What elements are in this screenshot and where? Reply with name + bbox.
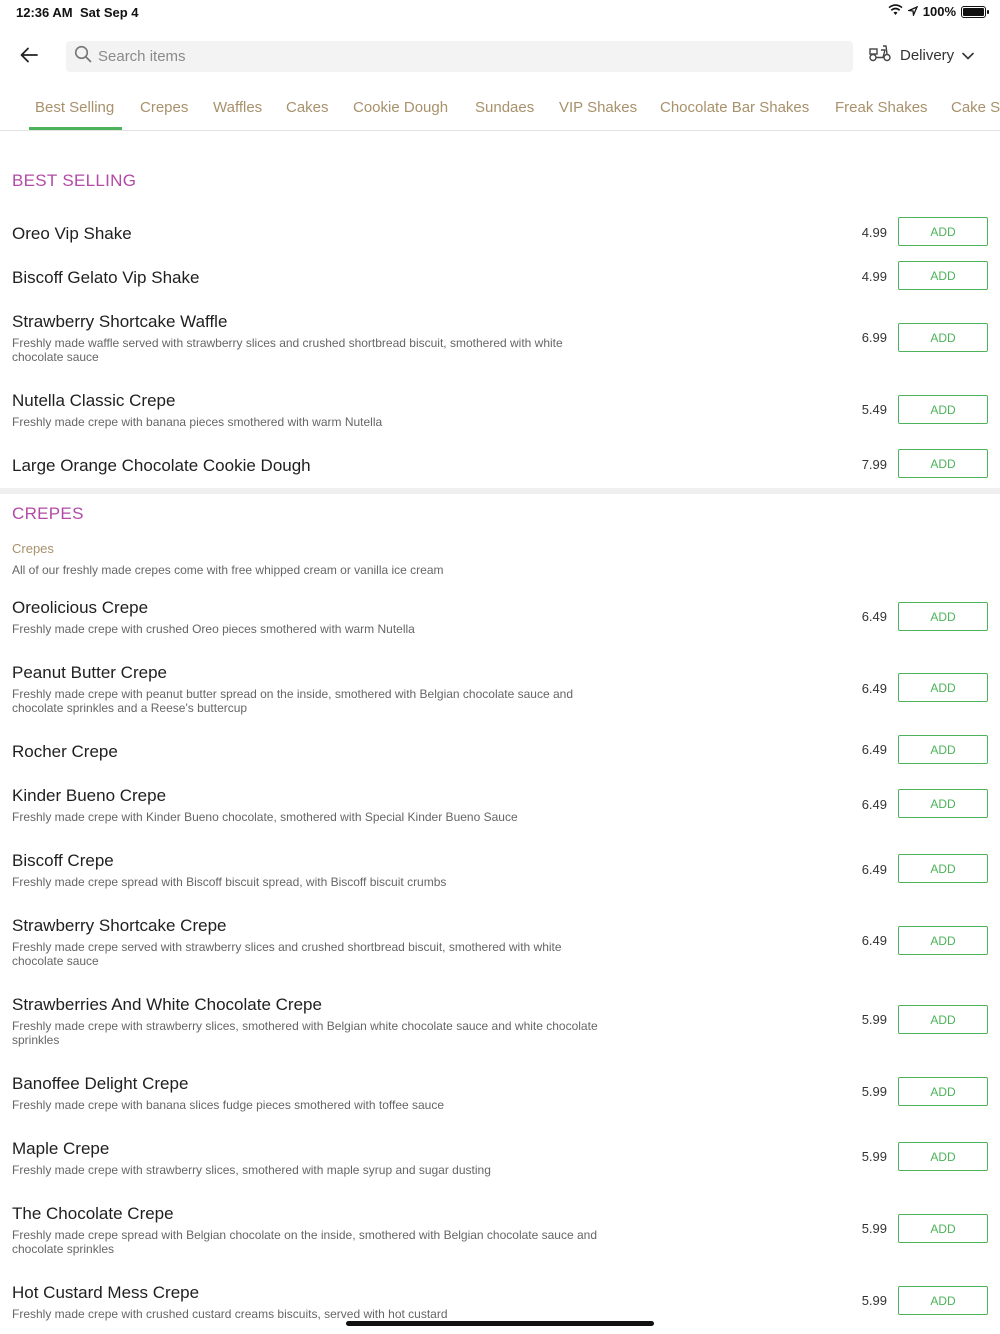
item-description: Freshly made waffle served with strawberry slices and crushed shortbread biscuit, smothered with white chocolate sauce — [12, 336, 563, 364]
search-icon — [74, 45, 92, 68]
section-divider — [0, 488, 1000, 494]
delivery-label: Delivery — [900, 46, 955, 64]
item-price: 4.99 — [861, 269, 887, 284]
add-button[interactable]: ADD — [898, 1077, 988, 1106]
item-description: Freshly made crepe with banana pieces smothered with warm Nutella — [12, 415, 383, 429]
status-indicators — [888, 4, 986, 19]
add-button[interactable]: ADD — [898, 449, 988, 478]
item-description: Freshly made crepe served with strawberry slices and crushed shortbread biscuit, smothered with white chocolate sauce — [12, 940, 562, 968]
item-description: Freshly made crepe spread with Biscoff biscuit spread, with Biscoff biscuit crumbs — [12, 875, 447, 889]
item-description: Freshly made crepe with strawberry slices, smothered with Belgian white chocolate sauce and white chocolate sprinkles — [12, 1019, 598, 1047]
item-description: Freshly made crepe with crushed custard creams biscuits, served with hot custard — [12, 1307, 448, 1321]
section-title-best-selling: BEST SELLING — [12, 171, 137, 190]
add-button[interactable]: ADD — [898, 217, 988, 246]
item-name: Peanut Butter Crepe — [12, 663, 167, 682]
wifi-icon — [888, 4, 903, 19]
item-price: 5.49 — [861, 402, 887, 417]
item-name: Banoffee Delight Crepe — [12, 1074, 189, 1093]
tab-crepes[interactable]: Crepes — [140, 99, 189, 116]
item-price: 6.99 — [861, 330, 887, 345]
item-name: Rocher Crepe — [12, 742, 118, 761]
tab-chocolate-bar-shakes[interactable]: Chocolate Bar Shakes — [660, 99, 810, 116]
item-name: Biscoff Gelato Vip Shake — [12, 268, 200, 287]
add-button[interactable]: ADD — [898, 854, 988, 883]
battery-icon — [961, 6, 986, 18]
item-price: 5.99 — [861, 1012, 887, 1027]
item-name: Strawberry Shortcake Crepe — [12, 916, 227, 935]
item-description: Freshly made crepe with Kinder Bueno chocolate, smothered with Special Kinder Bueno Sauce — [12, 810, 518, 824]
add-button[interactable]: ADD — [898, 673, 988, 702]
item-name: The Chocolate Crepe — [12, 1204, 174, 1223]
top-bar — [0, 38, 1000, 74]
tab-waffles[interactable]: Waffles — [213, 99, 263, 116]
status-date: Sat Sep 4 — [80, 5, 139, 20]
scooter-icon — [868, 44, 892, 66]
item-name: Strawberries And White Chocolate Crepe — [12, 995, 322, 1014]
item-description: Freshly made crepe with peanut butter spread on the inside, smothered with Belgian chocolate sauce and chocolate sprinkles and a Reese's buttercup — [12, 687, 573, 715]
item-description: Freshly made crepe with banana slices fudge pieces smothered with toffee sauce — [12, 1098, 445, 1112]
search-bar[interactable] — [66, 41, 853, 72]
item-price: 5.99 — [861, 1084, 887, 1099]
item-price: 6.49 — [861, 609, 887, 624]
status-bar — [0, 0, 1000, 24]
tab-cake-shakes[interactable]: Cake S — [951, 99, 1000, 116]
add-button[interactable]: ADD — [898, 1214, 988, 1243]
add-button[interactable]: ADD — [898, 395, 988, 424]
item-price: 6.49 — [861, 933, 887, 948]
item-description: Freshly made crepe with strawberry slices, smothered with maple syrup and sugar dusting — [12, 1163, 491, 1177]
item-description: Freshly made crepe spread with Belgian chocolate on the inside, smothered with Belgian chocolate sauce and chocolate sprinkles — [12, 1228, 598, 1256]
tab-cakes[interactable]: Cakes — [286, 99, 329, 116]
delivery-selector[interactable] — [868, 44, 974, 66]
location-icon — [908, 4, 918, 19]
item-price: 5.99 — [861, 1149, 887, 1164]
item-name: Kinder Bueno Crepe — [12, 786, 167, 805]
tab-cookie-dough[interactable]: Cookie Dough — [353, 99, 449, 116]
category-subtitle: Crepes — [12, 541, 54, 556]
item-price: 5.99 — [861, 1293, 887, 1308]
item-name: Maple Crepe — [12, 1139, 110, 1158]
item-price: 6.49 — [861, 862, 887, 877]
search-input[interactable] — [98, 48, 798, 65]
add-button[interactable]: ADD — [898, 926, 988, 955]
tab-vip-shakes[interactable]: VIP Shakes — [559, 99, 638, 116]
chevron-down-icon — [962, 47, 974, 64]
back-button[interactable] — [14, 42, 44, 72]
item-name: Strawberry Shortcake Waffle — [12, 312, 228, 331]
item-price: 6.49 — [861, 797, 887, 812]
item-price: 7.99 — [861, 457, 887, 472]
item-price: 5.99 — [861, 1221, 887, 1236]
add-button[interactable]: ADD — [898, 789, 988, 818]
add-button[interactable]: ADD — [898, 1286, 988, 1315]
add-button[interactable]: ADD — [898, 323, 988, 352]
item-name: Oreo Vip Shake — [12, 224, 132, 243]
item-name: Biscoff Crepe — [12, 851, 114, 870]
item-price: 6.49 — [861, 681, 887, 696]
item-name: Large Orange Chocolate Cookie Dough — [12, 456, 311, 475]
status-time: 12:36 AM — [16, 5, 73, 20]
add-button[interactable]: ADD — [898, 602, 988, 631]
home-indicator[interactable] — [346, 1321, 654, 1326]
add-button[interactable]: ADD — [898, 1005, 988, 1034]
category-tabs — [0, 86, 1000, 131]
item-name: Hot Custard Mess Crepe — [12, 1283, 200, 1302]
add-button[interactable]: ADD — [898, 735, 988, 764]
item-name: Oreolicious Crepe — [12, 598, 149, 617]
item-name: Nutella Classic Crepe — [12, 391, 176, 410]
section-title-crepes: CREPES — [12, 504, 84, 523]
item-description: Freshly made crepe with crushed Oreo pieces smothered with warm Nutella — [12, 622, 415, 636]
item-price: 4.99 — [861, 225, 887, 240]
arrow-left-icon — [20, 47, 38, 68]
category-description: All of our freshly made crepes come with free whipped cream or vanilla ice cream — [12, 563, 444, 577]
tab-best-selling[interactable]: Best Selling — [35, 99, 115, 116]
add-button[interactable]: ADD — [898, 1142, 988, 1171]
item-price: 6.49 — [861, 742, 887, 757]
tab-sundaes[interactable]: Sundaes — [475, 99, 535, 116]
tab-freak-shakes[interactable]: Freak Shakes — [835, 99, 928, 116]
battery-percent: 100% — [922, 4, 956, 19]
active-tab-indicator — [29, 127, 122, 130]
add-button[interactable]: ADD — [898, 261, 988, 290]
